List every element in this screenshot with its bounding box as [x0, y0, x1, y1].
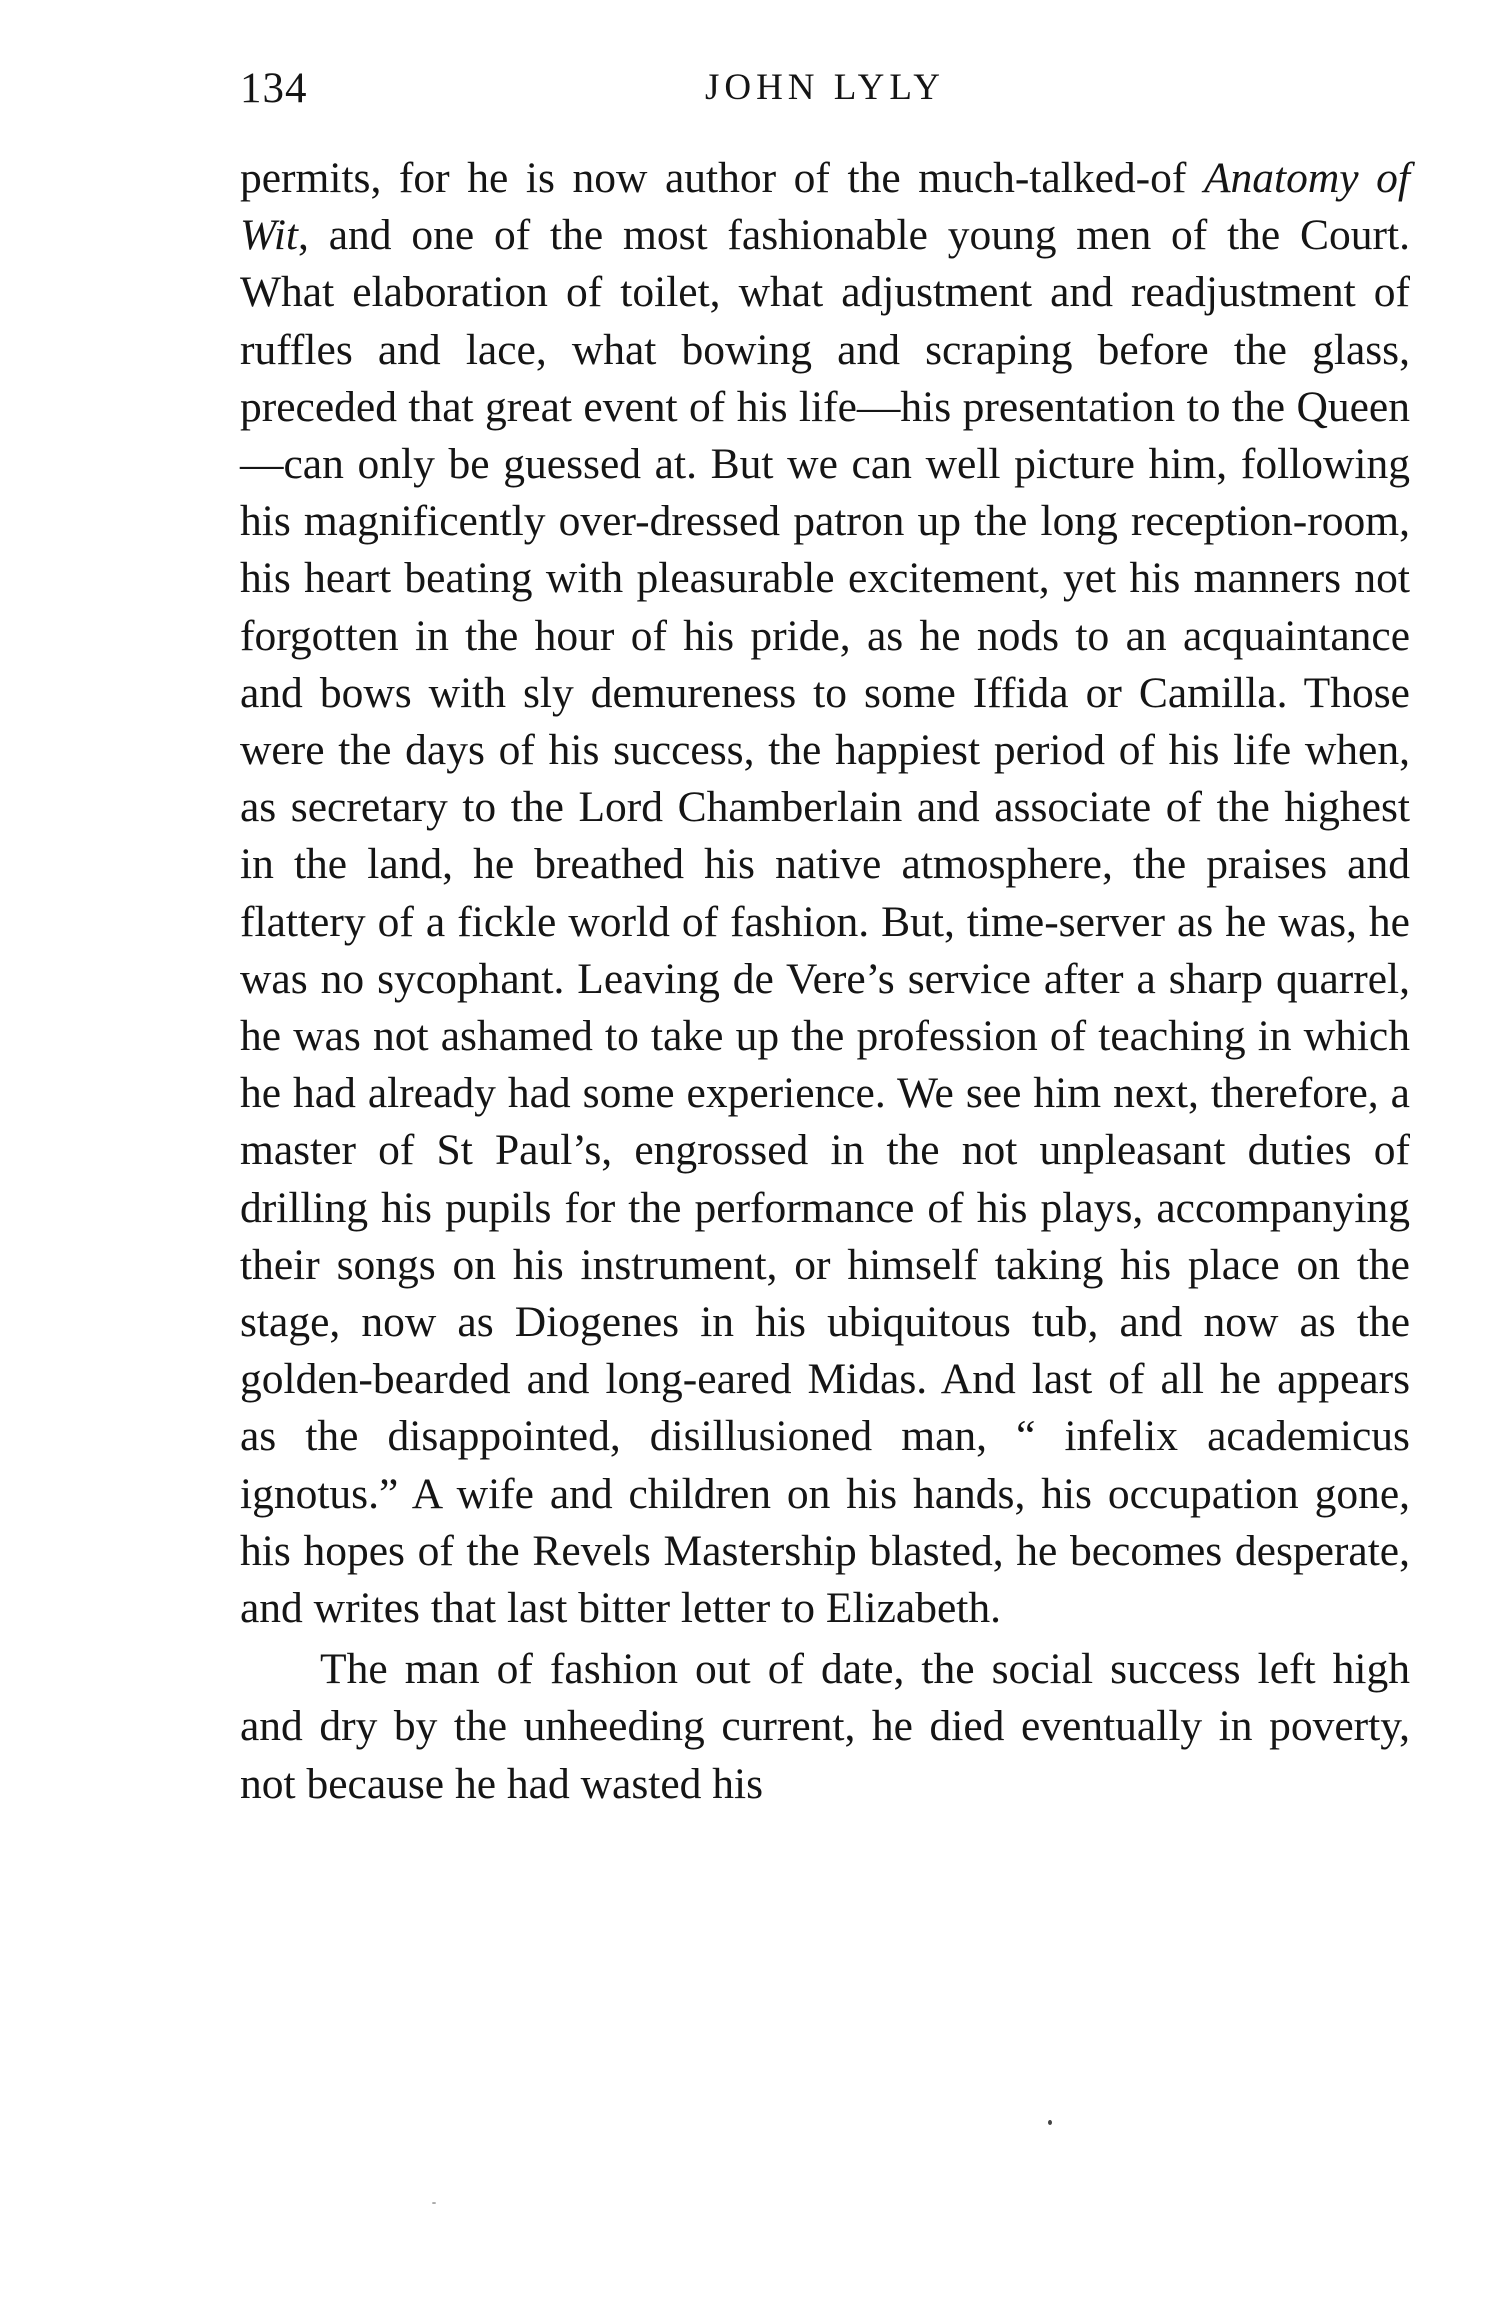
body-text — [240, 150, 1410, 1813]
paragraph-text-rest: , and one of the most fashionable young men of the Court. What elaboration of toilet, what adjustment and readjustment of ruffles and lace, what bowing and scraping before the glass, preceded that great event of his life—his presentation to the Queen—can only be guessed at. But we can well picture him, following his magnificently over-dressed patron up the long reception-room, his heart beating with pleasurable excitement, yet his manners not forgotten in the hour of his pride, as he nods to an acquaintance and bows with sly demureness to some Iffida or Camilla. Those were the days of his success, the happiest period of his life when, as secretary to the Lord Chamberlain and associate of the highest in the land, he breathed his native atmosphere, the praises and flattery of a fickle world of fashion. But, time-server as he was, he was no sycophant. Leaving de Vere’s service after a sharp quarrel, he was not ashamed to take up the profession of teaching in which he had already had some experience. We see him next, therefore, a master of St Paul’s, engrossed in the not unpleasant duties of drilling his pupils for the performance of his plays, accompanying their songs on his instrument, or himself taking his place on the stage, now as Diogenes in his ubiquitous tub, and now as the golden-bearded and long-eared Midas. And last of all he appears as the disappointed, disillusioned man, “ infelix academicus ignotus.” A wife and children on his hands, his occupation gone, his hopes of the Revels Mastership blasted, he becomes desperate, and writes that last bitter letter to Elizabeth. — [240, 211, 1410, 1633]
paragraph — [240, 150, 1410, 1637]
running-title: JOHN LYLY — [704, 67, 946, 108]
page-number: 134 — [240, 65, 308, 112]
book-title-wit: Wit — [240, 211, 299, 260]
running-head — [240, 58, 1410, 128]
ink-speck — [1048, 2120, 1052, 2125]
ink-speck — [432, 2202, 436, 2204]
paragraph-text-start: permits, for he is now author of the much-talked-of — [240, 154, 1204, 202]
book-title-anatomy: Anatomy — [1203, 154, 1359, 202]
book-title-of: of — [1358, 154, 1410, 202]
paragraph: The man of fashion out of date, the social success left high and dry by the unheeding current, he died eventually in poverty, not because he had wasted his — [240, 1645, 1410, 1808]
